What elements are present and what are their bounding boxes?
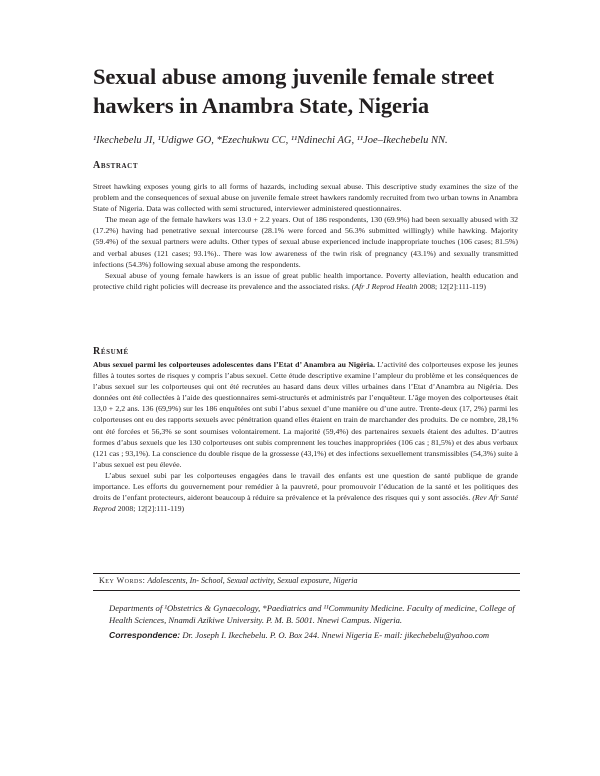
author-list: ¹Ikechebelu JI, ¹Udigwe GO, *Ezechukwu CC, ¹¹Ndinechi AG, ¹¹Joe–Ikechebelu NN. (93, 135, 448, 146)
correspondence-value: Dr. Joseph I. Ikechebelu. P. O. Box 244. Nnewi Nigeria E- mail: jikechebelu@yahoo.com (182, 630, 490, 640)
abstract-conclusion-text: Sexual abuse of young female hawkers is an issue of great public health importance. Poverty alleviation, health education and protective child right policies will decrease its prevalence and the associated risks. (93, 270, 518, 291)
article-title: Sexual abuse among juvenile female street hawkers in Anambra State, Nigeria (93, 64, 495, 118)
resume-paragraph (93, 359, 518, 470)
resume-citation-ref: 2008; 12[2]:111-119) (117, 504, 185, 514)
resume-conclusion-text: L’abus sexuel subi par les colporteuses engagées dans le travail des enfants est une question de santé publique de grande importance. Les efforts du gouvernement pour remédier à la pauvreté, pour promouvoir l’éducation de la santé et les politiques des droits de l’enfant protecteurs, aideront beaucoup à réduire sa prévalence et la prévalence des risques qui y sont associés. (93, 470, 518, 503)
correspondence-label: Correspondence: (109, 630, 181, 640)
resume-citation-journal: (Rev Afr Santé Reprod (93, 493, 518, 514)
keywords-value: Adolescents, In- School, Sexual activity, Sexual exposure, Nigeria (147, 576, 358, 585)
abstract-citation-ref: 2008; 12[2]:111-119) (419, 281, 486, 291)
resume-body (93, 359, 518, 514)
keywords-label: Key Words: (99, 576, 146, 585)
keywords-top-rule (93, 573, 520, 574)
author-affiliation: Departments of ¹Obstetrics & Gynaecology, *Paediatrics and ¹¹Community Medicine. Faculty of medicine, College of Health Sciences, Nnamdi Azikiwe University. P. M. B. 5001. Nnewi Campus. Nigeria. (109, 603, 515, 625)
resume-text: L’activité des colporteuses expose les jeunes filles à toutes sortes de risques y compris l’abus sexuel. Cette étude descriptive examine l’ampleur du problème et les conséquences de l’abus sexuel sur les colporteuses qui ont été recrutées au hasard dans deux villes urbaines dans l’Etat d’Anambra au Nigéria. Des données ont été collectées à l’aide des questionnaires semi-structurés et administrés par l’enquêteur. L’âge moyen des colporteuses était 13,0 + 2,2 ans. 136 (69,9%) sur les 186 enquêtées ont subi l’abus sexuel d’une manière ou d’une autre. Trente-deux (17, 2%) parmi les colporteuses ont eu des rapports sexuels avec pénétration quand elles étaient en train de marchander des produits. De ce nombre, 28,1% ont été forcées et 56,3% se sont soumises volontairement. La majorité (59,4%) des partenaires sexuels étaient des adultes. D’autres formes d’abus sexuels que les 130 colporteuses ont subis comprennent les touches inappropriées (106 cas ; 81,5%) et des abus verbaux (121 cas ; 93,1%). La conscience du double risque de la grossesse (43,1%) et des infections sexuellement transmissibles (54,3%) suite à l’abus sexuel est peu élevée. (93, 360, 518, 469)
abstract-citation-journal: (Afr J Reprod Health (351, 281, 418, 291)
correspondence-line (109, 630, 529, 640)
abstract-paragraph: Street hawking exposes young girls to all forms of hazards, including sexual abuse. This descriptive study examines the size of the problem and the consequences of sexual abuse on juvenile female street hawkers randomly recruited from two urban towns in Anambra State of Nigeria. Data was collected with semi structured, interviewer administered questionnaires. (93, 182, 518, 214)
resume-heading: Résumé (93, 346, 129, 357)
resume-paragraph (93, 470, 518, 514)
keywords-bottom-rule (93, 590, 520, 591)
resume-french-title: Abus sexuel parmi les colporteuses adolescentes dans l’Etat d’ Anambra au Nigéria. (93, 360, 375, 369)
keywords-line (99, 576, 358, 585)
abstract-body (93, 181, 518, 292)
abstract-heading: Abstract (93, 160, 139, 171)
abstract-paragraph (93, 270, 518, 292)
abstract-paragraph: The mean age of the female hawkers was 13.0 + 2.2 years. Out of 186 respondents, 130 (69.9%) had been sexually abused with 32 (17.2%) having had penetrative sexual intercourse (28.1% were forced and 56.3% submitted willingly) while hawking. Majority (59.4%) of the sexual partners were adults. Other types of sexual abuse experienced include inappropriate touches (106 cases; 81.5%) and verbal abuses (121 cases; 93.1%).. There was low awareness of the twin risk of pregnancy (43.1%) and sexually transmitted infections (54.3%) following sexual abuse among the respondents. (93, 215, 518, 269)
